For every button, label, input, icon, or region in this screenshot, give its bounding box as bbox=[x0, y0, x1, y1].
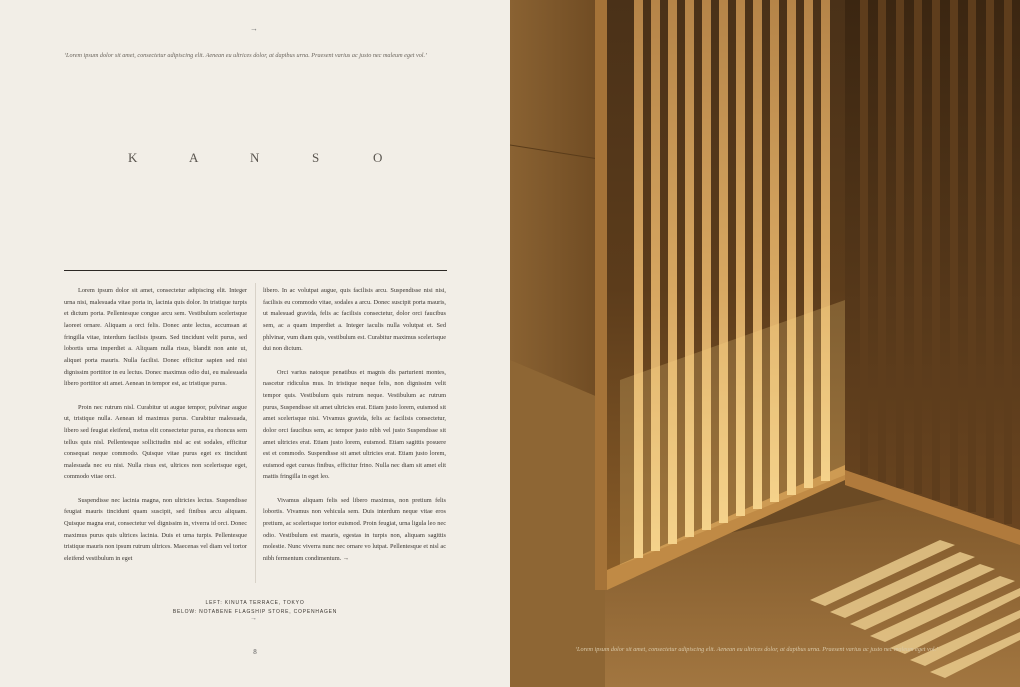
photo-wooden-slat-screen bbox=[510, 0, 1020, 687]
column-separator bbox=[255, 283, 256, 583]
divider-rule bbox=[64, 270, 447, 271]
top-arrow-icon: → bbox=[250, 24, 258, 33]
paragraph: Orci varius natoque penatibus et magnis dis parturient montes, nascetur ridiculus mus. In tristique neque felis, non dignissim velit tempor quis. Vestibulum quis rutrum neque. Vestibulum ac rutrum purus, Suspendisse sit amet ultricies erat. Etiam justo lorem, euismod sit amet scelerisque nisi. Vivamus gravida, felis ac facilisis consectetur, dolor orci faucibus sem, ac tempor justo nibh vel justo Suspendisse sit amet ultricies erat. Etiam justo lorem, euismod. Etiam sagittis posuere est et commodo. Suspendisse sit amet ultricies erat. Etiam justo lorem, euismod eget cursus finibus, efficitur frino. Nulla nec diam sit amet elit mattis fringilla in eget leo. bbox=[263, 368, 446, 481]
photo-illustration bbox=[510, 0, 1020, 687]
title-kanso bbox=[0, 150, 510, 170]
paragraph: Lorem ipsum dolor sit amet, consectetur adipiscing elit. Integer urna nisi, malesuada vitae porta in, lacinia quis dolor. In tristique turpis et dictum porta. Pellentesque congue arcu sem. Vestibulum scelerisque laoreet ornare. Aliquam a orci felis. Donec ante lectus, accumsan at fringilla vitae, interdum facilisis ipsum. Sed tincidunt velit purus, sed lobortis urna imperdiet a. Aliquam nulla risus, blandit non ante ut, aliquet porta mauris. Nulla facilisi. Donec efficitur sapien sed nisi dignissim porttitor in eu lectus. Donec maximus odio dui, eu malesuada libero porttitor sit amet. Aenean in tempor est, ac tristique purus. bbox=[64, 287, 247, 388]
text-column-right bbox=[263, 285, 446, 576]
paragraph: libero. In ac volutpat augue, quis facilisis arcu. Suspendisse nisi nisi, facilisis eu commodo vitae, sodales a arcu. Donec suscipit porta mauris, ut malesuad gravida, felis ac facilisis consectetur, dolor orci faucibus sem, ac a quam imperdiet a. Integer iaculis nulla volutpat et. Sed phlvinar, vum diam quis, vestibulum est. Curabitur maximus scelerisque dui non dictum. bbox=[263, 287, 446, 353]
caption-below: BELOW: NOTABENE FLAGSHIP STORE, COPENHAGEN bbox=[172, 609, 338, 615]
text-column-left bbox=[64, 285, 247, 576]
paragraph: Vivamus aliquam felis sed libero maximus, non pretium felis lobortis. Vivamus non vehicula sem. Duis interdum neque vitae eros pretium, ac scelerisque tortor euismod. Proin feugiat, urna ligula leo nec odio. Vestibulum est mauris, egestas in turpis non, aliquam sagittis molestie. Nunc viverra nunc nec ornare vo lutpat. Pellentesque et nisl ac nibh fermentum condimentum. → bbox=[263, 496, 446, 563]
page-number: 8 bbox=[253, 648, 257, 656]
caption-arrow-icon: → bbox=[250, 614, 257, 622]
photo-pull-quote: ‘Lorem ipsum dolor sit amet, consectetur adipiscing elit. Aenean eu ultrices dolor, at dapibus urna. Praesent varius ac justo nec maleum eget vol.’ bbox=[575, 646, 939, 653]
title-letter-o: O bbox=[373, 150, 383, 165]
title-letter-s: S bbox=[312, 150, 320, 165]
title-letter-a: A bbox=[189, 150, 199, 165]
title-letter-n: N bbox=[250, 150, 260, 165]
pull-quote-top: ‘Lorem ipsum dolor sit amet, consectetur adipiscing elit. Aenean eu ultrices dolor, at dapibus urna. Praesent varius ac justo nec maleum eget vol.’ bbox=[64, 52, 428, 59]
caption-left: LEFT: KINUTA TERRACE, TOKYO bbox=[205, 600, 305, 606]
paragraph: Proin nec rutrum nisl. Curabitur ut augue tempor, pulvinar augue ut, tristique nulla. Aenean id maximus purus. Curabitur malesuada, libero sed feugiat eleifend, metus elit consectetur purus, eu rhoncus sem tellus quis nisl. Pellentesque sollicitudin nisl ac est sodales, efficitur consequat neque commodo. Quisque vitae purus eget ex tincidunt malesuada nec eu nisi. Nulla risus est, ultrices non scelerisque eget, commodo vitae orci. bbox=[64, 403, 247, 481]
title-letter-k: K bbox=[128, 150, 138, 165]
paragraph: Suspendisse nec lacinia magna, non ultricies lectus. Suspendisse feugiat mauris tincidunt quam suscipit, sed finibus arcu aliquam. Quisque magna erat, consectetur vel dignissim in, viverra id orci. Donec maximus purus quis ultrices lacinia. Duis et urna turpis. Pellentesque tristique mauris non ipsum rutrum ultrices. Maecenas vel diam vel tortor eleifend vestibulum in eget bbox=[64, 496, 247, 563]
